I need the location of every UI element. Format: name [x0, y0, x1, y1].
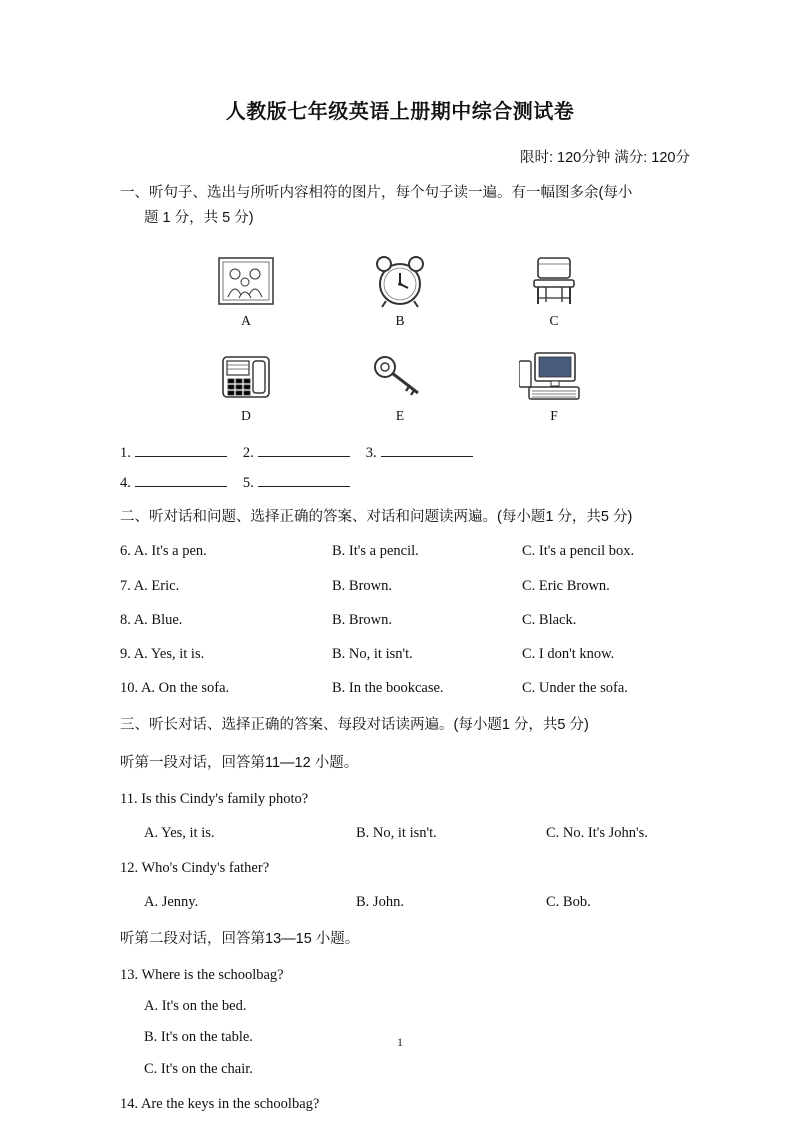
picture-label-c: C [549, 312, 559, 328]
section-3-heading: 三、听长对话、选择正确的答案、每段对话读两遍。(每小题1 分，共5 分) [120, 717, 589, 734]
question-9-option-a[interactable] [120, 643, 332, 666]
question-12-stem: 12. Who's Cindy's father? [120, 859, 270, 876]
section-1-heading-line1: 一、听句子、选出与所听内容相符的图片，每个句子读一遍。有一幅图多余(每小 [120, 185, 633, 201]
question-13-option-a[interactable]: A. It's on the bed. [144, 998, 247, 1015]
question-6-number: 6. [120, 543, 131, 560]
question-8-number: 8. [120, 611, 131, 628]
answer-blank-1[interactable] [120, 442, 227, 462]
chair-icon [515, 248, 593, 310]
picture-item-d [198, 343, 294, 424]
answer-blank-5[interactable] [243, 472, 350, 492]
answer-blank-1-label: 1. [120, 444, 131, 461]
question-6 [120, 540, 680, 563]
page-number: 1 [397, 1035, 403, 1049]
question-13-stem: 13. Where is the schoolbag? [120, 967, 284, 983]
question-10-option-c[interactable]: C. Under the sofa. [522, 680, 628, 697]
answer-blank-3[interactable] [366, 442, 473, 462]
dialog-2-note: 听第二段对话，回答第13—15 小题。 [120, 931, 360, 948]
question-8 [120, 609, 680, 632]
answer-blank-4-line[interactable] [135, 472, 227, 487]
question-7-option-b[interactable]: B. Brown. [332, 577, 393, 594]
question-6-option-b[interactable]: B. It's a pencil. [332, 543, 419, 560]
question-9-option-c[interactable]: C. I don't know. [522, 645, 615, 662]
question-7-option-a[interactable] [120, 575, 332, 598]
section-2-heading: 二、听对话和问题、选择正确的答案、对话和问题读两遍。(每小题1 分，共5 分) [120, 508, 633, 525]
section-1-heading-line2: 题 1 分，共 5 分) [144, 210, 254, 227]
answer-blank-2-label: 2. [242, 444, 254, 461]
picture-item-f [506, 343, 602, 424]
question-7-a-text: A. Eric. [133, 577, 180, 594]
question-8-option-a[interactable] [120, 609, 332, 632]
question-7 [120, 575, 680, 598]
answer-blank-3-line[interactable] [381, 442, 473, 457]
picture-item-a [198, 248, 294, 329]
answer-blank-row-1 [120, 442, 680, 462]
question-14-stem: 14. Are the keys in the schoolbag? [120, 1095, 320, 1112]
question-10-number: 10. [120, 680, 139, 697]
exam-info: 限时: 120分钟 满分: 120分 [519, 150, 690, 166]
question-12-options [120, 891, 680, 914]
telephone-icon [207, 343, 285, 405]
answer-blank-2[interactable] [243, 442, 350, 462]
question-11-stem: 11. Is this Cindy's family photo? [120, 790, 309, 807]
picture-label-e: E [395, 407, 405, 423]
question-6-option-c[interactable]: C. It's a pencil box. [522, 543, 635, 560]
picture-label-f: F [550, 407, 558, 423]
question-9-option-b[interactable]: B. No, it isn't. [332, 645, 413, 662]
question-10-option-b[interactable]: B. In the bookcase. [332, 680, 444, 697]
question-8-option-c[interactable]: C. Black. [522, 611, 577, 628]
question-11-option-b[interactable]: B. No, it isn't. [356, 824, 437, 841]
question-13-option-c[interactable]: C. It's on the chair. [144, 1060, 253, 1077]
answer-blank-2-line[interactable] [258, 442, 350, 457]
dialog-1-note: 听第一段对话，回答第11—12 小题。 [120, 754, 359, 771]
alarm-clock-icon [361, 248, 439, 310]
answer-blank-4[interactable] [120, 472, 227, 492]
computer-icon [515, 343, 593, 405]
section-1-heading [120, 181, 680, 232]
picture-item-c [506, 248, 602, 329]
question-10-a-text: A. On the sofa. [140, 680, 230, 697]
question-12-option-a[interactable]: A. Jenny. [144, 894, 199, 911]
picture-label-d: D [241, 407, 251, 423]
answer-blank-1-line[interactable] [135, 442, 227, 457]
question-12-option-b[interactable]: B. John. [356, 894, 404, 911]
question-11-options [120, 822, 680, 845]
answer-blank-row-2 [120, 472, 680, 492]
question-10-option-a[interactable] [120, 677, 332, 700]
page-title: 人教版七年级英语上册期中综合测试卷 [225, 101, 575, 123]
picture-item-e [352, 343, 448, 424]
picture-item-b [352, 248, 448, 329]
picture-grid [120, 248, 680, 424]
question-9-number: 9. [120, 645, 131, 662]
answer-blanks [120, 442, 680, 492]
question-9 [120, 643, 680, 666]
family-photo-icon [207, 248, 285, 310]
picture-label-b: B [395, 312, 405, 328]
key-icon [361, 343, 439, 405]
question-6-option-a[interactable] [120, 540, 332, 563]
picture-row-2 [198, 343, 602, 424]
answer-blank-5-label: 5. [242, 474, 254, 491]
question-11-option-c[interactable]: C. No. It's John's. [546, 824, 648, 841]
question-8-a-text: A. Blue. [133, 611, 183, 628]
question-7-number: 7. [120, 577, 131, 594]
question-7-option-c[interactable]: C. Eric Brown. [522, 577, 610, 594]
question-9-a-text: A. Yes, it is. [133, 645, 205, 662]
picture-row-1 [198, 248, 602, 329]
answer-blank-3-label: 3. [365, 444, 377, 461]
question-8-option-b[interactable]: B. Brown. [332, 611, 393, 628]
exam-content [0, 181, 800, 1116]
question-13-option-b[interactable]: B. It's on the table. [144, 1029, 253, 1046]
question-12-option-c[interactable]: C. Bob. [546, 894, 591, 911]
question-6-a-text: A. It's a pen. [133, 543, 207, 560]
picture-label-a: A [241, 312, 251, 328]
answer-blank-5-line[interactable] [258, 472, 350, 487]
question-10 [120, 677, 680, 700]
question-11-option-a[interactable]: A. Yes, it is. [144, 824, 215, 841]
answer-blank-4-label: 4. [120, 474, 131, 491]
